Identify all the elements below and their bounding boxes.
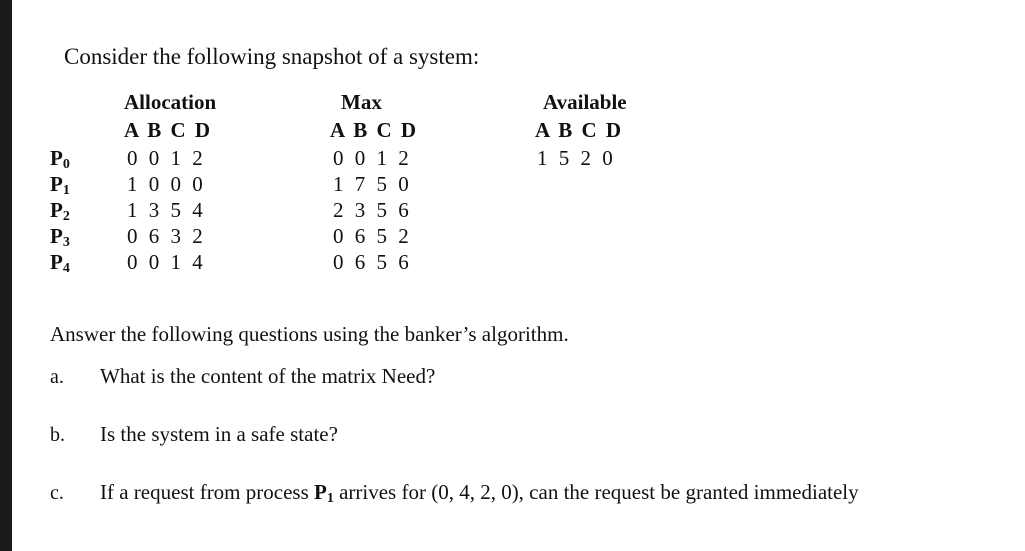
allocation-row: 0 0 1 4 (127, 250, 206, 274)
question-text: Is the system in a safe state? (100, 422, 338, 446)
intro-text: Consider the following snapshot of a system: (64, 44, 480, 69)
process-label: $P_0$ (50, 146, 70, 172)
process-label: $P_1$ (50, 172, 70, 198)
available-resource-labels: A B C D (535, 118, 624, 142)
question-text: If a request from process $P_1$ arrives for (0, 4, 2, 0), can the request be granted immediately (100, 480, 859, 506)
instruction-text: Answer the following questions using the banker’s algorithm. (50, 322, 569, 346)
allocation-row: 0 6 3 2 (127, 224, 206, 248)
question-label: a. (50, 366, 64, 388)
allocation-row: 1 0 0 0 (127, 172, 206, 196)
allocation-row: 0 0 1 2 (127, 146, 206, 170)
question-text: What is the content of the matrix Need? (100, 364, 436, 388)
max-row: 0 6 5 2 (333, 224, 412, 248)
question-label: b. (50, 424, 65, 446)
question-label: c. (50, 482, 64, 504)
allocation-row: 1 3 5 4 (127, 198, 206, 222)
max-resource-labels: A B C D (330, 118, 419, 142)
max-header: Max (341, 90, 382, 114)
process-label: $P_3$ (50, 224, 70, 250)
max-row: 1 7 5 0 (333, 172, 412, 196)
max-row: 2 3 5 6 (333, 198, 412, 222)
available-header: Available (543, 90, 627, 114)
left-edge-bar (0, 0, 12, 551)
max-row: 0 6 5 6 (333, 250, 412, 274)
process-label: $P_4$ (50, 250, 70, 276)
available-values: 1 5 2 0 (537, 146, 616, 170)
allocation-header: Allocation (124, 90, 217, 114)
process-label: $P_2$ (50, 198, 70, 224)
allocation-resource-labels: A B C D (124, 118, 213, 142)
max-row: 0 0 1 2 (333, 146, 412, 170)
